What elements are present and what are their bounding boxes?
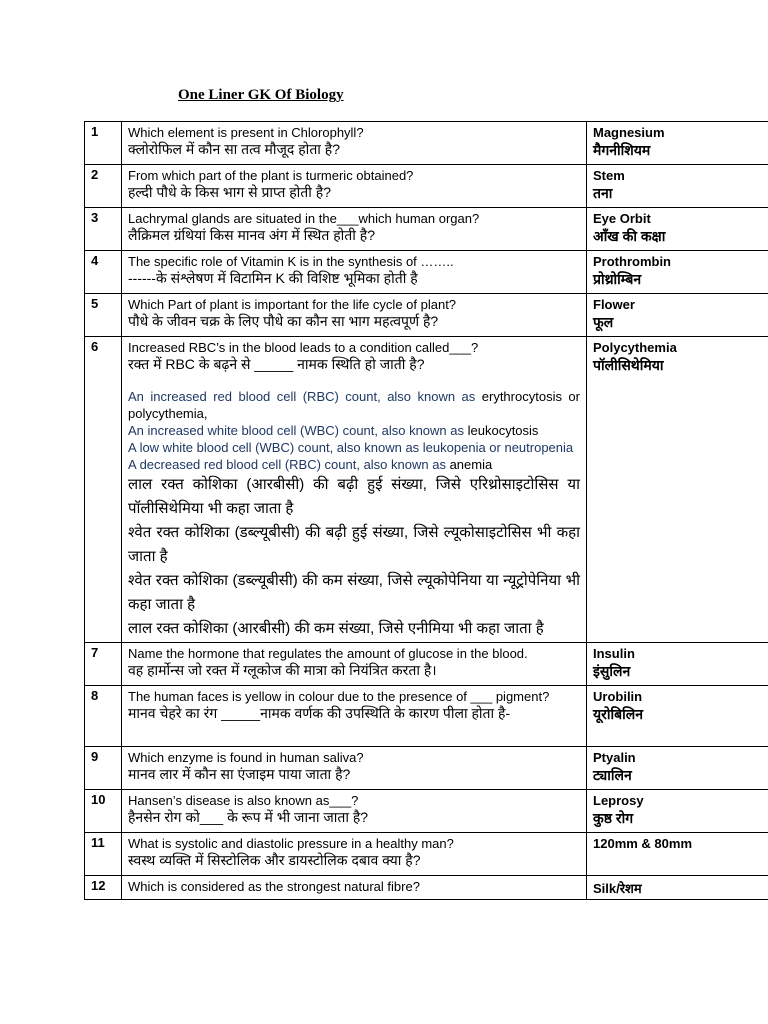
page-title: One Liner GK Of Biology [178, 87, 344, 103]
table-row [85, 165, 768, 208]
answer-hindi: यूरोबिलिन [593, 706, 643, 722]
question-cell [122, 294, 587, 337]
question-hindi: मानव चेहरे का रंग _____नामक वर्णक की उपस्थिति के कारण पीला होता है- [128, 705, 511, 721]
note-english [128, 388, 580, 422]
answer-hindi: आँख की कक्षा [593, 228, 666, 244]
explanation-notes [128, 388, 580, 641]
row-number: 9 [85, 747, 122, 790]
row-number: 10 [85, 790, 122, 833]
question-cell [122, 251, 587, 294]
note-english [128, 456, 580, 473]
note-hindi: लाल रक्त कोशिका (आरबीसी) की बढ़ी हुई संख्या, जिसे एरिथ्रोसाइटोसिस या पॉलीसिथेमिया भी कहा जाता है [128, 476, 580, 517]
row-number: 7 [85, 643, 122, 686]
note-hindi: लाल रक्त कोशिका (आरबीसी) की कम संख्या, जिसे एनीमिया भी कहा जाता है [128, 620, 544, 637]
question-english: Lachrymal glands are situated in the___which human organ? [128, 211, 480, 226]
table-row [85, 833, 768, 876]
answer-cell [587, 251, 768, 294]
answer-cell [587, 294, 768, 337]
answer-english: Silk/रेशम [593, 881, 642, 896]
answer-english: Insulin [593, 646, 635, 661]
table-row [85, 790, 768, 833]
question-hindi: लैक्रिमल ग्रंथियां किस मानव अंग में स्थित होती है? [128, 227, 376, 243]
answer-cell [587, 643, 768, 686]
question-hindi: मानव लार में कौन सा एंजाइम पाया जाता है? [128, 766, 351, 782]
answer-cell [587, 165, 768, 208]
question-cell [122, 643, 587, 686]
answer-english: Flower [593, 297, 635, 312]
note-text: An increased red blood cell (RBC) count, also known as [128, 389, 482, 404]
answer-english: Prothrombin [593, 254, 671, 269]
question-cell [122, 165, 587, 208]
question-english: Hansen’s disease is also known as___? [128, 793, 359, 808]
row-number: 8 [85, 686, 122, 747]
row-number: 3 [85, 208, 122, 251]
answer-hindi: प्रोथ्रोम्बिन [593, 271, 642, 287]
answer-english: Magnesium [593, 125, 665, 140]
row-number: 11 [85, 833, 122, 876]
question-cell [122, 747, 587, 790]
answer-english: Eye Orbit [593, 211, 651, 226]
row-number: 2 [85, 165, 122, 208]
answer-english: Ptyalin [593, 750, 636, 765]
answer-cell [587, 876, 768, 900]
question-cell [122, 208, 587, 251]
question-cell [122, 790, 587, 833]
note-term: erythrocytosis or polycythemia, [128, 389, 580, 421]
note-text: A low white blood cell (WBC) count, also known as leukopenia or neutropenia [128, 440, 574, 455]
table-row [85, 686, 768, 747]
row-number: 4 [85, 251, 122, 294]
table-row [85, 337, 768, 643]
answer-cell [587, 833, 768, 876]
question-table [84, 121, 768, 900]
answer-hindi: तना [593, 185, 613, 201]
answer-hindi: मैगनीशियम [593, 142, 651, 158]
question-cell [122, 122, 587, 165]
note-hindi: श्वेत रक्त कोशिका (डब्ल्यूबीसी) की बढ़ी हुई संख्या, जिसे ल्यूकोसाइटोसिस भी कहा जाता है [128, 524, 580, 565]
question-hindi: क्लोरोफिल में कौन सा तत्व मौजूद होता है? [128, 141, 341, 157]
answer-english: Stem [593, 168, 625, 183]
question-hindi: ------के संश्लेषण में विटामिन K की विशिष्ट भूमिका होती है [128, 270, 418, 286]
question-hindi: पौधे के जीवन चक्र के लिए पौधे का कौन सा भाग महत्वपूर्ण है? [128, 313, 439, 329]
answer-english: 120mm & 80mm [593, 836, 692, 851]
table-row [85, 251, 768, 294]
question-english: Which is considered as the strongest natural fibre? [128, 879, 420, 894]
question-hindi: वह हार्मोन्स जो रक्त में ग्लूकोज की मात्रा को नियंत्रित करता है। [128, 662, 437, 678]
answer-cell [587, 122, 768, 165]
row-number: 5 [85, 294, 122, 337]
question-cell [122, 337, 587, 643]
answer-cell [587, 208, 768, 251]
row-number: 6 [85, 337, 122, 643]
answer-hindi: इंसुलिन [593, 663, 631, 679]
question-cell [122, 833, 587, 876]
note-english [128, 422, 580, 439]
question-english: What is systolic and diastolic pressure in a healthy man? [128, 836, 454, 851]
question-hindi: हैनसेन रोग को___ के रूप में भी जाना जाता है? [128, 809, 369, 825]
note-english [128, 439, 580, 456]
note-term: leukocytosis [467, 423, 539, 438]
answer-cell [587, 686, 768, 747]
answer-english: Urobilin [593, 689, 643, 704]
question-english: Increased RBC’s in the blood leads to a condition called___? [128, 340, 479, 355]
table-row [85, 294, 768, 337]
question-english: Which enzyme is found in human saliva? [128, 750, 364, 765]
table-row [85, 876, 768, 900]
table-row [85, 747, 768, 790]
answer-hindi: ट्यालिन [593, 767, 632, 783]
answer-cell [587, 337, 768, 643]
table-row [85, 208, 768, 251]
answer-hindi: फूल [593, 314, 614, 330]
note-hindi: श्वेत रक्त कोशिका (डब्ल्यूबीसी) की कम संख्या, जिसे ल्यूकोपेनिया या न्यूट्रोपेनिया भी कहा जाता है [128, 572, 580, 613]
question-hindi: स्वस्थ व्यक्ति में सिस्टोलिक और डायस्टोलिक दबाव क्या है? [128, 852, 421, 868]
note-text: An increased white blood cell (WBC) count, also known as [128, 423, 468, 438]
answer-cell [587, 790, 768, 833]
answer-hindi: पॉलीसिथेमिया [593, 357, 664, 373]
answer-hindi: कुष्ठ रोग [593, 810, 634, 826]
question-hindi: रक्त में RBC के बढ़ने से _____ नामक स्थिति हो जाती है? [128, 356, 425, 372]
question-english: The specific role of Vitamin K is in the synthesis of …….. [128, 254, 454, 269]
note-text: A decreased red blood cell (RBC) count, also known as [128, 457, 450, 472]
question-english: From which part of the plant is turmeric obtained? [128, 168, 414, 183]
answer-english: Leprosy [593, 793, 644, 808]
question-english: Name the hormone that regulates the amount of glucose in the blood. [128, 646, 528, 661]
question-english: The human faces is yellow in colour due to the presence of ___ pigment? [128, 689, 550, 704]
row-number: 1 [85, 122, 122, 165]
table-row [85, 122, 768, 165]
table-row [85, 643, 768, 686]
note-term: anemia [449, 457, 493, 472]
question-hindi: हल्दी पौधे के किस भाग से प्राप्त होती है? [128, 184, 332, 200]
answer-cell [587, 747, 768, 790]
question-cell [122, 876, 587, 900]
question-english: Which element is present in Chlorophyll? [128, 125, 364, 140]
answer-english: Polycythemia [593, 340, 677, 355]
row-number: 12 [85, 876, 122, 900]
question-cell [122, 686, 587, 747]
question-english: Which Part of plant is important for the life cycle of plant? [128, 297, 457, 312]
